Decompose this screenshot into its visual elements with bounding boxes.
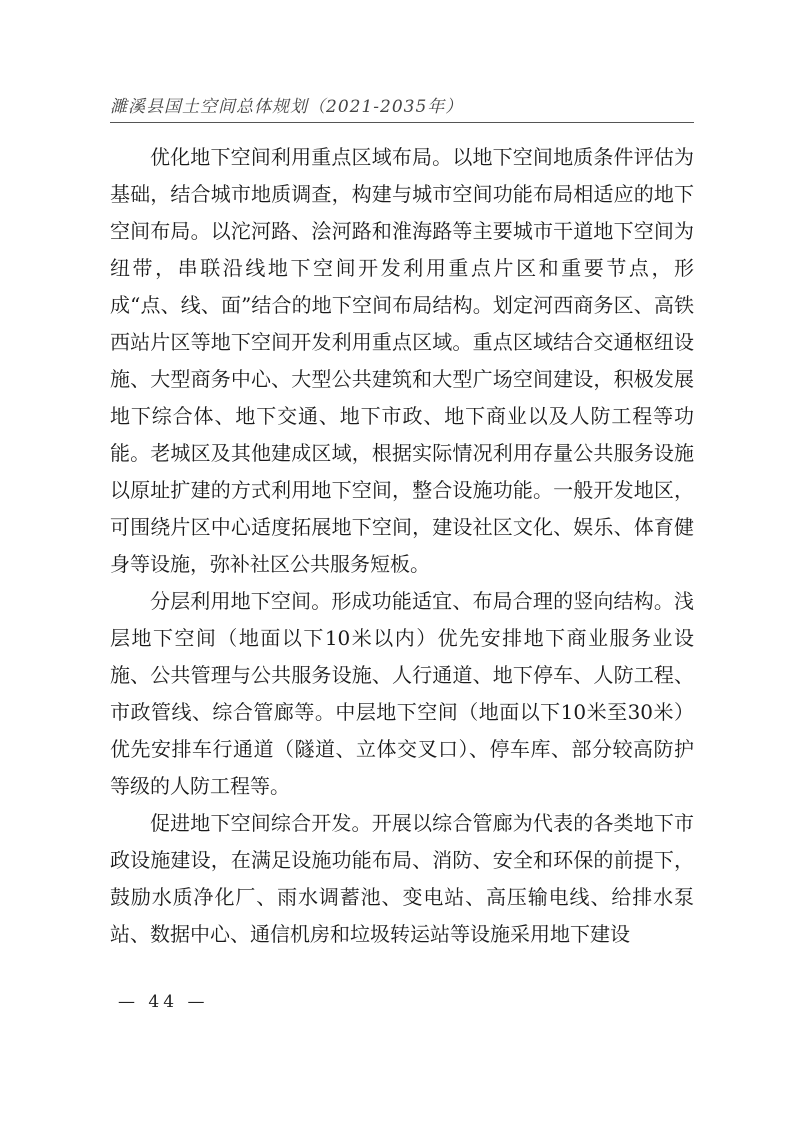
page-number: — 44 — bbox=[118, 992, 209, 1012]
document-title: 濉溪县国土空间总体规划（2021-2035年） bbox=[110, 97, 464, 117]
paragraph-lead: 分层利用地下空间。 bbox=[150, 589, 332, 613]
paragraph-lead: 优化地下空间利用重点区域布局。 bbox=[150, 145, 453, 169]
page-header bbox=[110, 92, 694, 123]
paragraph-text: 形成功能适宜、布局合理的竖向结构。浅层地下空间（地面以下10米以内）优先安排地下商业服务业设施、公共管理与公共服务设施、人行通道、地下停车、人防工程、市政管线、综合管廊等。中层地下空间（地面以下10米至30米）优先安排车行通道（隧道、立体交叉口）、停车库、部分较高防护等级的人防工程等。 bbox=[110, 589, 694, 798]
paragraph-lead: 促进地下空间综合开发。 bbox=[150, 811, 372, 835]
paragraph-comprehensive-development bbox=[110, 805, 694, 953]
paragraph-underground-layout bbox=[110, 139, 694, 583]
paragraph-text: 以地下空间地质条件评估为基础，结合城市地质调查，构建与城市空间功能布局相适应的地下空间布局。以沱河路、浍河路和淮海路等主要城市干道地下空间为纽带，串联沿线地下空间开发利用重点片区和重要节点，形成“点、线、面”结合的地下空间布局结构。划定河西商务区、高铁西站片区等地下空间开发利用重点区域。重点区域结合交通枢纽设施、大型商务中心、大型公共建筑和大型广场空间建设，积极发展地下综合体、地下交通、地下市政、地下商业以及人防工程等功能。老城区及其他建成区域，根据实际情况利用存量公共服务设施以原址扩建的方式利用地下空间，整合设施功能。一般开发地区，可围绕片区中心适度拓展地下空间，建设社区文化、娱乐、体育健身等设施，弥补社区公共服务短板。 bbox=[110, 145, 694, 576]
paragraph-layered-use bbox=[110, 583, 694, 805]
body-content bbox=[110, 139, 694, 953]
paragraph-text: 开展以综合管廊为代表的各类地下市政设施建设，在满足设施功能布局、消防、安全和环保的前提下，鼓励水质净化厂、雨水调蓄池、变电站、高压输电线、给排水泵站、数据中心、通信机房和垃圾转运站等设施采用地下建设 bbox=[110, 811, 694, 946]
